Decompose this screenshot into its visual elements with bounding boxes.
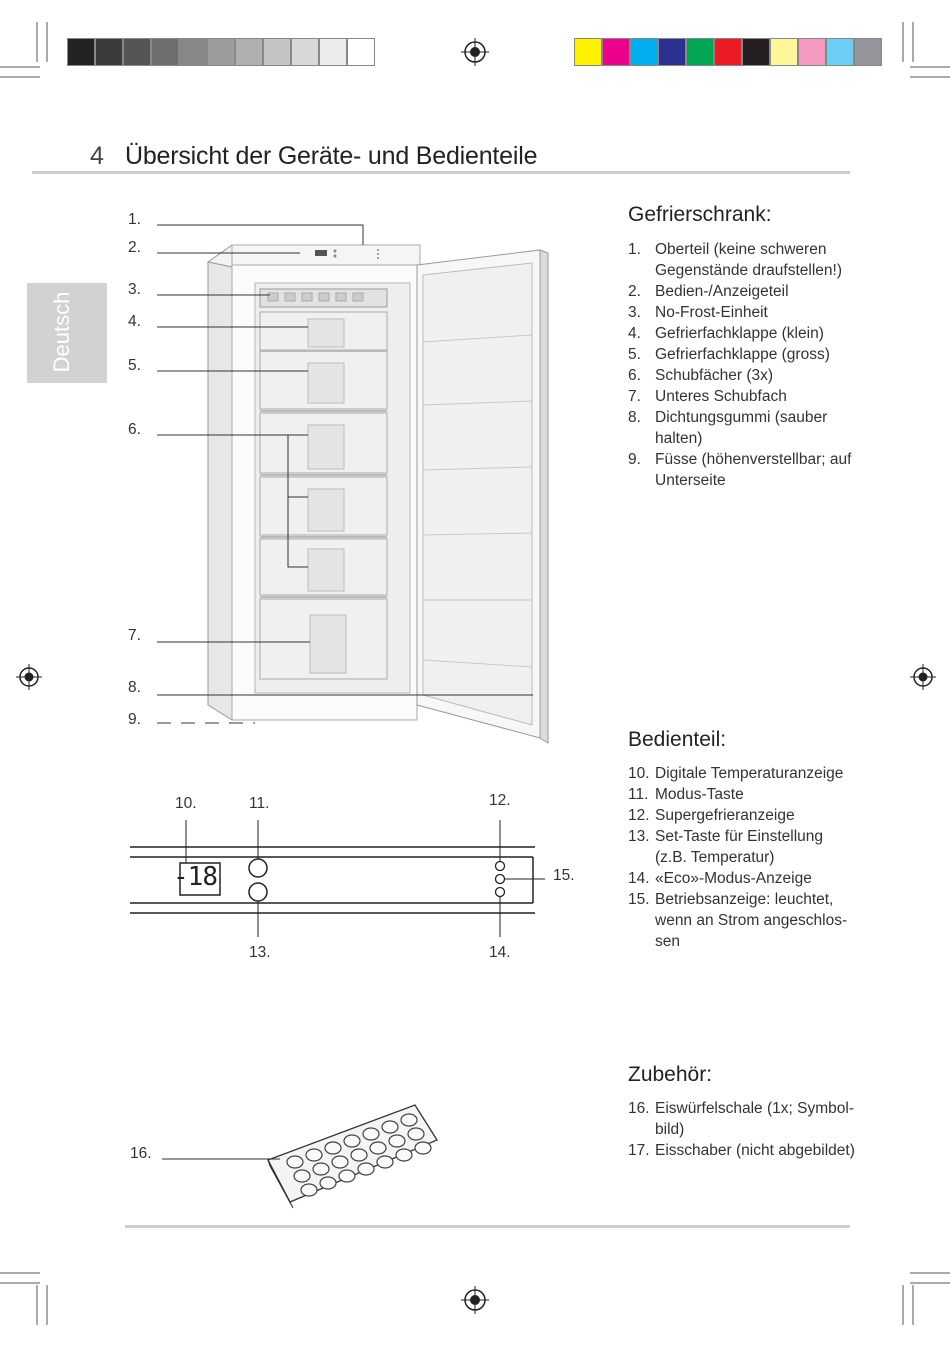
gray-bar-swatch: [123, 38, 151, 66]
freezer-part-item-text: Dichtungsgummi (sauber halten): [655, 409, 828, 447]
freezer-part-item: [628, 449, 855, 491]
accessory-item: [628, 1098, 855, 1140]
panel-part-item-number: 10.: [628, 765, 650, 782]
panel-part-item-number: 11.: [628, 786, 649, 803]
panel-part-item-text: Digitale Temperaturanzeige: [655, 765, 844, 782]
freezer-part-item: [628, 281, 855, 302]
callout-2: 2.: [128, 239, 141, 256]
callout-1: 1.: [128, 211, 141, 228]
color-bar-swatch: [686, 38, 714, 66]
gray-bar-swatch: [235, 38, 263, 66]
freezer-part-item-text: Gefrierfachklappe (gross): [655, 346, 830, 363]
title-rule: [32, 171, 850, 174]
gray-bar-swatch: [319, 38, 347, 66]
gray-bar-swatch: [179, 38, 207, 66]
tray-cell: [339, 1170, 355, 1182]
color-bar-swatch: [826, 38, 854, 66]
callout-10: 10.: [175, 795, 197, 812]
callout-16: 16.: [130, 1145, 152, 1162]
freezer-parts-list: [628, 239, 855, 491]
panel-part-item-text: Supergefrieranzeige: [655, 807, 795, 824]
page-number: 4: [90, 142, 104, 170]
tray-cell: [325, 1142, 341, 1154]
freezer-part-item-text: Schubfächer (3x): [655, 367, 774, 384]
panel-part-item: [628, 763, 855, 784]
panel-part-item-text: Set-Taste für Einstellung (z.B. Temperatur): [655, 828, 824, 866]
panel-part-item-number: 14.: [628, 870, 650, 887]
freezer-part-item-number: 5.: [628, 346, 641, 363]
registration-mark-top-icon: [461, 38, 489, 66]
callout-15: 15.: [553, 867, 575, 884]
freezer-part-item-text: Gefrierfachklappe (klein): [655, 325, 824, 342]
callout-9: 9.: [128, 711, 141, 728]
freezer-part-item: [628, 365, 855, 386]
freezer-part-item-text: Füsse (höhenverstellbar; auf Unterseite: [655, 451, 852, 489]
tray-cell: [377, 1156, 393, 1168]
callout-13: 13.: [249, 944, 271, 961]
tray-cell: [320, 1177, 336, 1189]
gray-bar-swatch: [347, 38, 375, 66]
color-bar-swatch: [770, 38, 798, 66]
freezer-part-item: [628, 239, 855, 281]
freezer-part-item: [628, 344, 855, 365]
freezer-part-item-text: Bedien-/Anzeigeteil: [655, 283, 789, 300]
tray-cell: [344, 1135, 360, 1147]
tray-cell: [389, 1135, 405, 1147]
gray-bar-swatch: [263, 38, 291, 66]
panel-part-item-number: 15.: [628, 891, 650, 908]
panel-parts-list: [628, 763, 855, 952]
eco-led-icon: [496, 888, 505, 897]
tray-cell: [401, 1114, 417, 1126]
callout-8: 8.: [128, 679, 141, 696]
set-button-icon: [249, 883, 267, 901]
accessory-item: [628, 1140, 855, 1161]
gray-bar-swatch: [95, 38, 123, 66]
accessory-item-text: Eiswürfelschale (1x; Symbol-bild): [655, 1100, 854, 1138]
panel-heading: Bedienteil:: [628, 728, 727, 751]
color-bar-swatch: [798, 38, 826, 66]
color-bar-swatch: [742, 38, 770, 66]
registration-mark-bottom-icon: [461, 1286, 489, 1314]
freezer-illustration: [120, 205, 560, 750]
panel-part-item: [628, 826, 855, 868]
tray-cell: [313, 1163, 329, 1175]
freezer-part-item-number: 1.: [628, 241, 641, 258]
tray-cell: [408, 1128, 424, 1140]
callout-3: 3.: [128, 281, 141, 298]
accessories-heading: Zubehör:: [628, 1063, 713, 1086]
tray-cell: [358, 1163, 374, 1175]
super-freeze-led-icon: [496, 862, 505, 871]
freezer-part-item: [628, 302, 855, 323]
panel-part-item-number: 13.: [628, 828, 650, 845]
footer-rule: [125, 1225, 850, 1228]
callout-7: 7.: [128, 627, 141, 644]
tray-cell: [363, 1128, 379, 1140]
panel-part-item-text: Modus-Taste: [655, 786, 744, 803]
callout-11: 11.: [249, 795, 270, 812]
color-bar-swatch: [602, 38, 630, 66]
registration-mark-left-icon: [14, 662, 44, 692]
freezer-part-item-number: 9.: [628, 451, 641, 468]
accessories-list: [628, 1098, 855, 1161]
freezer-part-item-text: Oberteil (keine schweren Gegenstände draufstellen!): [655, 241, 842, 279]
mode-button-icon: [249, 859, 267, 877]
tray-cell: [287, 1156, 303, 1168]
power-led-icon: [496, 875, 505, 884]
freezer-part-item: [628, 386, 855, 407]
freezer-part-item-text: No-Frost-Einheit: [655, 304, 768, 321]
ice-cube-tray-illustration: [160, 1100, 450, 1210]
crop-marks-bottom: [0, 1260, 950, 1360]
panel-part-item: [628, 784, 855, 805]
color-bar-swatch: [574, 38, 602, 66]
page-title: Übersicht der Geräte- und Bedienteile: [125, 142, 538, 170]
accessory-item-text: Eisschaber (nicht abgebildet): [655, 1142, 855, 1159]
freezer-heading: Gefrierschrank:: [628, 203, 772, 226]
freezer-part-item-number: 7.: [628, 388, 641, 405]
gray-bar-swatch: [207, 38, 235, 66]
tray-cell: [396, 1149, 412, 1161]
panel-part-item-text: Betriebsanzeige: leuchtet, wenn an Strom angeschlos-sen: [655, 891, 848, 950]
callout-4: 4.: [128, 313, 141, 330]
accessory-item-number: 17.: [628, 1142, 650, 1159]
gray-bar-swatch: [291, 38, 319, 66]
callout-5: 5.: [128, 357, 141, 374]
freezer-part-item-number: 6.: [628, 367, 641, 384]
panel-part-item: [628, 868, 855, 889]
tray-cell: [306, 1149, 322, 1161]
gray-bar-swatch: [67, 38, 95, 66]
tray-cell: [301, 1184, 317, 1196]
accessory-item-number: 16.: [628, 1100, 650, 1117]
color-bar-swatch: [658, 38, 686, 66]
callout-14: 14.: [489, 944, 511, 961]
freezer-part-item-number: 3.: [628, 304, 641, 321]
tray-cell: [351, 1149, 367, 1161]
color-bar-swatch: [714, 38, 742, 66]
freezer-part-item-text: Unteres Schubfach: [655, 388, 787, 405]
tray-cell: [382, 1121, 398, 1133]
freezer-part-item: [628, 407, 855, 449]
freezer-part-item-number: 2.: [628, 283, 641, 300]
panel-part-item: [628, 889, 855, 952]
language-tab-label: Deutsch: [49, 291, 74, 373]
temperature-readout: -18: [173, 862, 217, 892]
freezer-part-item: [628, 323, 855, 344]
gray-bar-swatch: [151, 38, 179, 66]
callout-6: 6.: [128, 421, 141, 438]
freezer-part-item-number: 4.: [628, 325, 641, 342]
callout-12: 12.: [489, 792, 511, 809]
registration-mark-right-icon: [908, 662, 938, 692]
tray-cell: [294, 1170, 310, 1182]
freezer-part-item-number: 8.: [628, 409, 641, 426]
panel-part-item-text: «Eco»-Modus-Anzeige: [655, 870, 812, 887]
color-bar-swatch: [854, 38, 882, 66]
tray-cell: [415, 1142, 431, 1154]
tray-cell: [370, 1142, 386, 1154]
tray-cell: [332, 1156, 348, 1168]
color-bar-swatch: [630, 38, 658, 66]
panel-part-item-number: 12.: [628, 807, 650, 824]
panel-part-item: [628, 805, 855, 826]
